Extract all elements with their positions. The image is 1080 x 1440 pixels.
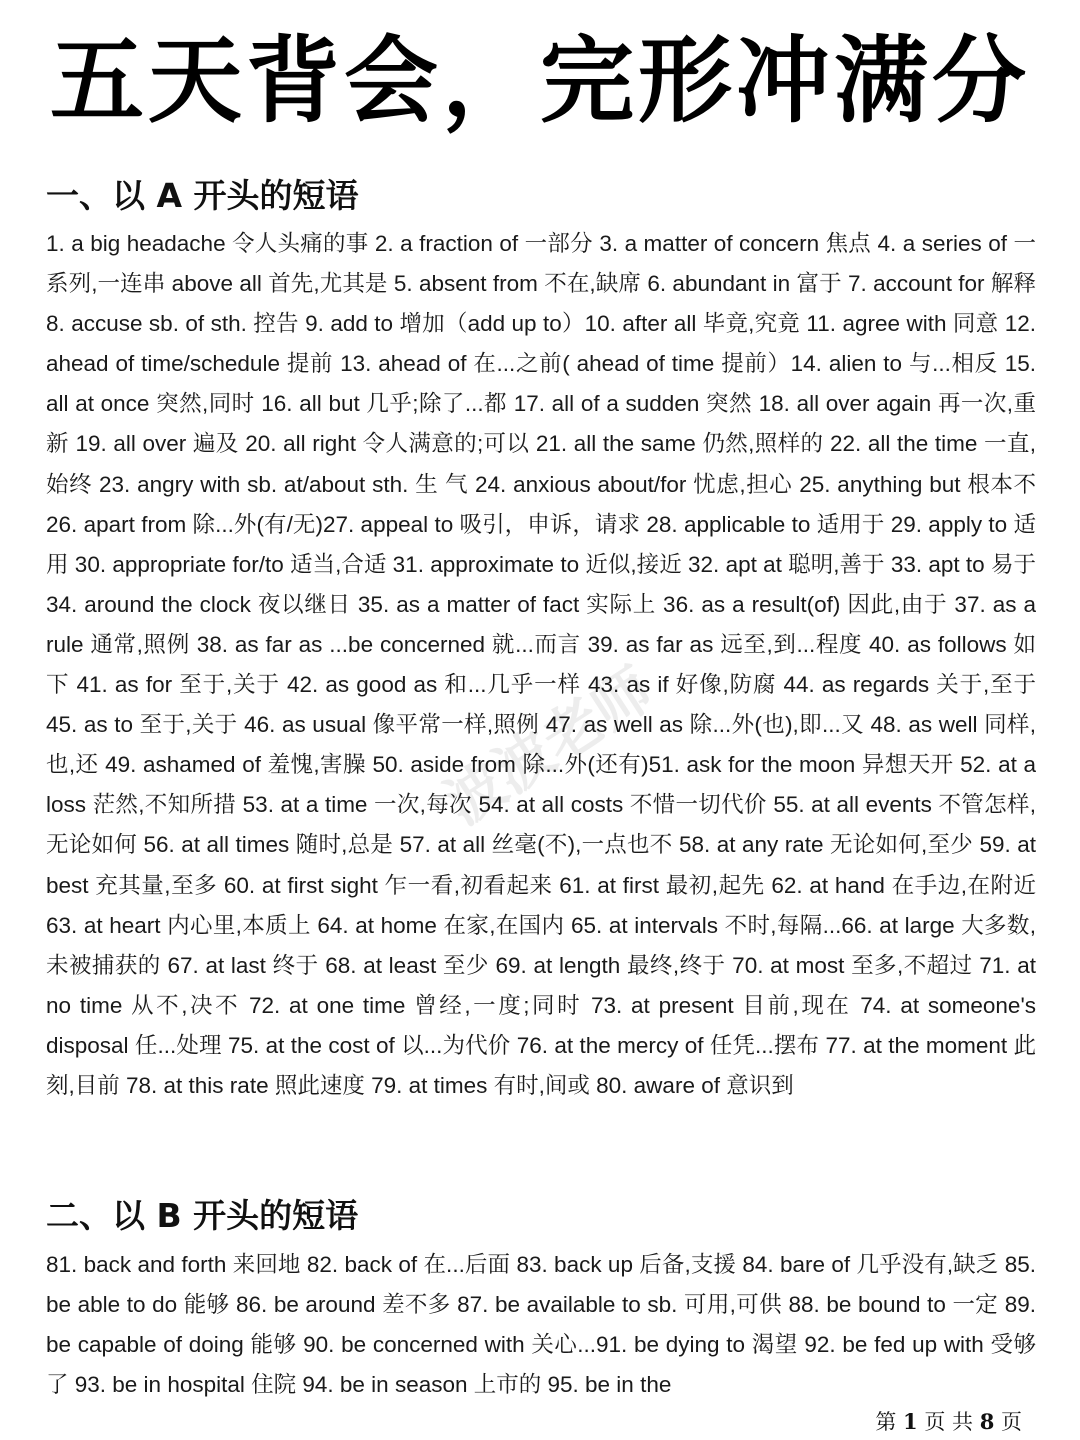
footer-prefix: 第 <box>875 1410 897 1434</box>
section-heading-b: 二、以 B 开头的短语 <box>46 1196 359 1235</box>
watermark: 波波老师 <box>432 654 665 838</box>
page-footer <box>875 1406 1022 1436</box>
document-title: 五天背会，完形冲满分 <box>49 27 1030 136</box>
section-heading-a: 一、以 A 开头的短语 <box>46 176 359 215</box>
section-body-a: 1. a big headache 令人头痛的事 2. a fraction of 一部分 3. a matter of concern 焦点 4. a series of 一系列,一连串 above all 首先,尤其是 5. absent from 不在,缺席 6. abundant in 富于 7. account for 解释 8. accuse sb. of sth. 控告 9. add to 增加（add up to）10. after all 毕竟,究竟 11. agree with 同意 12. ahead of time/schedule 提前 13. ahead of 在...之前( ahead of time 提前）14. alien to 与...相反 15. all at once 突然,同时 16. all but 几乎;除了...都 17. all of a sudden 突然 18. all over again 再一次,重新 19. all over 遍及 20. all right 令人满意的;可以 21. all the same 仍然,照样的 22. all the time 一直,始终 23. angry with sb. at/about sth. 生 气 24. anxious about/for 忧虑,担心 25. anything but 根本不 26. apart from 除...外(有/无)27. appeal to 吸引，申诉，请求 28. applicable to 适用于 29. apply to 适用 30. appropriate for/to 适当,合适 31. approximate to 近似,接近 32. apt at 聪明,善于 33. apt to 易于 34. around the clock 夜以继日 35. as a matter of fact 实际上 36. as a result(of) 因此,由于 37. as a rule 通常,照例 38. as far as ...be concerned 就...而言 39. as far as 远至,到...程度 40. as follows 如下 41. as for 至于,关于 42. as good as 和...几乎一样 43. as if 好像,防腐 44. as regards 关于,至于 45. as to 至于,关于 46. as usual 像平常一样,照例 47. as well as 除...外(也),即...又 48. as well 同样,也,还 49. ashamed of 羞愧,害臊 50. aside from 除...外(还有)51. ask for the moon 异想天开 52. at a loss 茫然,不知所措 53. at a time 一次,每次 54. at all costs 不惜一切代价 55. at all events 不管怎样,无论如何 56. at all times 随时,总是 57. at all 丝毫(不),一点也不 58. at any rate 无论如何,至少 59. at best 充其量,至多 60. at first sight 乍一看,初看起来 61. at first 最初,起先 62. at hand 在手边,在附近 63. at heart 内心里,本质上 64. at home 在家,在国内 65. at intervals 不时,每隔...66. at large 大多数,未被捕获的 67. at last 终于 68. at least 至少 69. at length 最终,终于 70. at most 至多,不超过 71. at no time 从不,决不 72. at one time 曾经,一度;同时 73. at present 目前,现在 74. at someone's disposal 任...处理 75. at the cost of 以...为代价 76. at the mercy of 任凭...摆布 77. at the moment 此刻,目前 78. at this rate 照此速度 79. at times 有时,间或 80. aware of 意识到 <box>46 231 1036 1098</box>
footer-total-pages: 8 <box>979 1409 995 1434</box>
footer-page-number: 1 <box>903 1409 918 1434</box>
footer-suffix: 页 <box>1001 1410 1022 1434</box>
footer-middle: 页 共 <box>924 1410 973 1434</box>
section-body-b: 81. back and forth 来回地 82. back of 在...后面 83. back up 后备,支援 84. bare of 几乎没有,缺乏 85. be able to do 能够 86. be around 差不多 87. be available to sb. 可用,可供 88. be bound to 一定 89. be capable of doing 能够 90. be concerned with 关心...91. be dying to 渴望 92. be fed up with 受够了 93. be in hospital 住院 94. be in season 上市的 95. be in the <box>46 1252 1036 1398</box>
